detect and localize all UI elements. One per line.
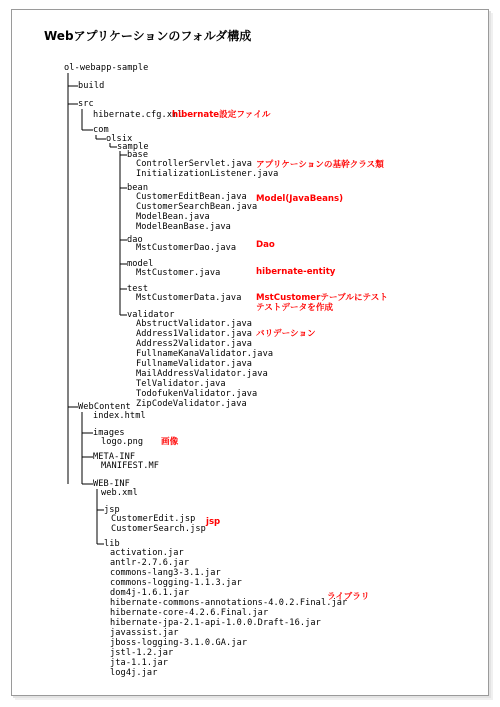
- file-item: TelValidator.java: [136, 379, 226, 389]
- note-bean: Model(JavaBeans): [256, 194, 344, 204]
- note-lib: ライブラリ: [327, 592, 370, 602]
- note-images: 画像: [161, 437, 179, 447]
- file-item: FullnameKanaValidator.java: [136, 349, 274, 359]
- file-item: javassist.jar: [110, 628, 179, 638]
- file-web-xml: web.xml: [101, 488, 138, 498]
- folder-build: build: [78, 81, 105, 91]
- note-test-line2: テストデータを作成: [256, 303, 334, 313]
- folder-sample: sample: [117, 142, 149, 152]
- folder-base: base: [127, 150, 149, 160]
- folder-test: test: [127, 284, 149, 294]
- file-manifest: MANIFEST.MF: [101, 461, 160, 471]
- note-dao: Dao: [256, 240, 275, 250]
- lib-files: [110, 548, 347, 678]
- file-item: AbstructValidator.java: [136, 319, 253, 329]
- jsp-files: [111, 514, 206, 534]
- file-item: CustomerEdit.jsp: [111, 514, 196, 524]
- file-item: antlr-2.7.6.jar: [110, 558, 190, 568]
- file-item: ZipCodeValidator.java: [136, 399, 247, 409]
- folder-model: model: [127, 259, 154, 269]
- file-item: CustomerSearchBean.java: [136, 202, 258, 212]
- file-item: InitializationListener.java: [136, 169, 279, 179]
- file-item: MstCustomerDao.java: [136, 243, 237, 253]
- validator-files: [136, 319, 273, 409]
- file-item: hibernate-core-4.2.6.Final.jar: [110, 608, 269, 618]
- folder-validator: validator: [127, 310, 175, 320]
- file-item: hibernate-jpa-2.1-api-1.0.0.Draft-16.jar: [110, 618, 321, 628]
- file-logo-png: logo.png: [101, 437, 144, 447]
- file-item: log4j.jar: [110, 668, 158, 678]
- file-index-html: index.html: [93, 411, 146, 421]
- file-item: Address1Validator.java: [136, 329, 253, 339]
- bean-files: [136, 192, 257, 232]
- file-item: commons-logging-1.1.3.jar: [110, 578, 242, 588]
- note-base: アプリケーションの基幹クラス類: [256, 160, 384, 170]
- note-jsp: jsp: [206, 517, 221, 527]
- file-item: CustomerSearch.jsp: [111, 524, 206, 534]
- folder-dao: dao: [127, 235, 143, 245]
- note-model: hibernate-entity: [256, 267, 336, 277]
- file-item: ModelBean.java: [136, 212, 210, 222]
- file-item: MailAddressValidator.java: [136, 369, 268, 379]
- file-item: FullnameValidator.java: [136, 359, 253, 369]
- folder-root: ol-webapp-sample: [64, 63, 149, 73]
- file-item: TodofukenValidator.java: [136, 389, 258, 399]
- folder-images: images: [93, 428, 125, 438]
- file-item: MstCustomerData.java: [136, 293, 242, 303]
- folder-src: src: [78, 99, 94, 109]
- folder-bean: bean: [127, 183, 149, 193]
- folder-web-inf: WEB-INF: [93, 479, 130, 489]
- file-item: MstCustomer.java: [136, 268, 221, 278]
- folder-olsix: olsix: [106, 134, 133, 144]
- file-item: jstl-1.2.jar: [110, 648, 174, 658]
- file-item: ModelBeanBase.java: [136, 222, 231, 232]
- file-item: hibernate-commons-annotations-4.0.2.Final.jar: [110, 598, 348, 608]
- file-item: dom4j-1.6.1.jar: [110, 588, 190, 598]
- file-item: ControllerServlet.java: [136, 159, 253, 169]
- folder-webcontent: WebContent: [78, 402, 131, 412]
- folder-jsp: jsp: [104, 505, 120, 515]
- file-item: jta-1.1.jar: [110, 658, 169, 668]
- file-item: CustomerEditBean.java: [136, 192, 247, 202]
- file-hibernate-cfg: hibernate.cfg.xml: [93, 110, 183, 120]
- file-item: commons-lang3-3.1.jar: [110, 568, 221, 578]
- note-validator: バリデーション: [256, 329, 316, 339]
- file-item: jboss-logging-3.1.0.GA.jar: [110, 638, 248, 648]
- folder-lib: lib: [104, 539, 120, 549]
- page-title: Webアプリケーションのフォルダ構成: [44, 29, 252, 43]
- folder-meta-inf: META-INF: [93, 452, 136, 462]
- file-item: activation.jar: [110, 548, 184, 558]
- folder-com: com: [93, 125, 109, 135]
- note-test-line1: MstCustomerテーブルにテスト: [256, 293, 388, 303]
- file-item: Address2Validator.java: [136, 339, 253, 349]
- note-hibernate-cfg: hibernate設定ファイル: [172, 110, 271, 120]
